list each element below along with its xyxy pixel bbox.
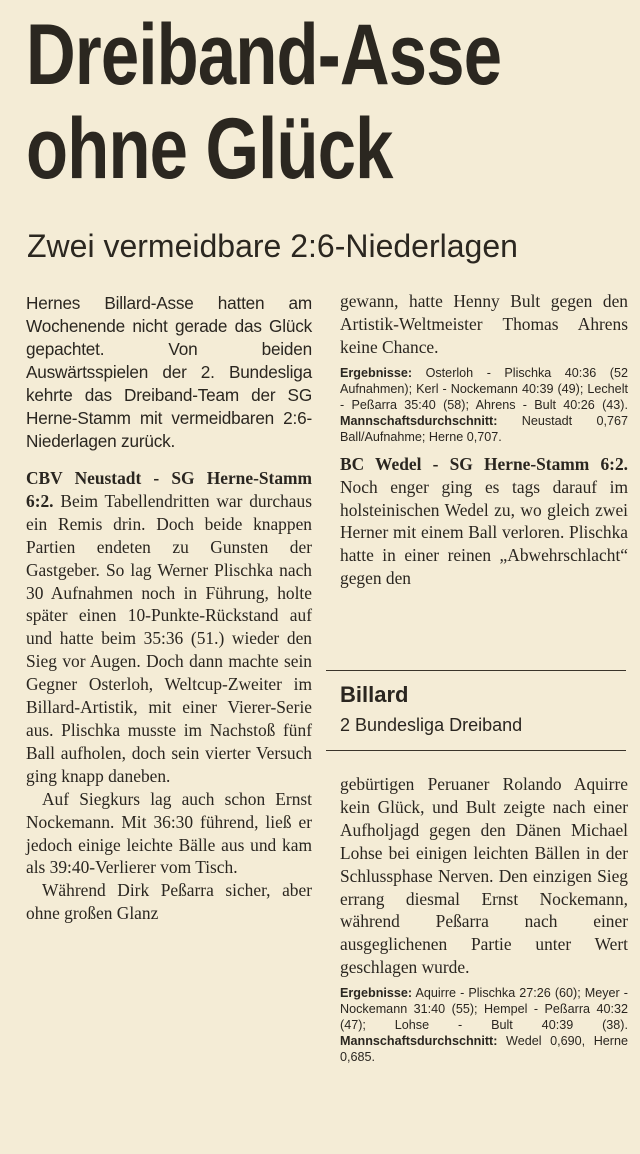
infobox-bottom-rule xyxy=(326,750,626,751)
average-2-text: Wedel 0,690, Herne 0,685. xyxy=(340,1034,628,1065)
results-2 xyxy=(340,985,628,1065)
subheadline: Zwei vermeidbare 2:6-Niederlagen xyxy=(27,228,518,264)
section-1-paragraph-3: Während Dirk Peßarra sicher, aber ohne großen Glanz xyxy=(26,880,312,924)
infobox-subtitle: 2 Bundesliga Dreiband xyxy=(340,715,523,735)
section-1-paragraph-3-continued: gewann, hatte Henny Bult gegen den Artistik-Weltmeister Thomas Ahrens keine Chance. xyxy=(340,291,628,357)
infobox-title: Billard xyxy=(340,682,409,707)
lead-paragraph: Hernes Billard-Asse hatten am Wochenende nicht gerade das Glück gepachtet. Von beiden Auswärtsspielen der 2. Bundesliga kehrte das Dreiband-Team der SG Herne-Stamm mit vermeidbaren 2:6-Niederlagen zurück. xyxy=(26,293,312,451)
results-2-label: Ergebnisse: xyxy=(340,986,413,1001)
average-1-text: Neustadt 0,767 Ball/Aufnahme; Herne 0,707. xyxy=(340,413,629,444)
section-1-text: Beim Tabellendritten war durchaus ein Remis drin. Doch beide knappen Partien endeten zu Gunsten der Gastgeber. So lag Werner Plischka nach 30 Aufnahmen noch in Führung, holte später einen 10-Punkte-Rückstand auf und hatte beim 35:36 (51.) wieder den Sieg vor Augen. Doch dann machte sein Gegner Osterloh, Weltcup-Zweiter im Billard-Artistik, mit einer Vierer-Serie aus. Plischka musste im Nachstoß fünf Ball aufholen, doch sein vierter Versuch ging knapp daneben. xyxy=(26,490,312,786)
right-column-bottom xyxy=(340,773,628,1073)
section-1-paragraph xyxy=(26,467,312,788)
results-2-text: Aquirre - Plischka 27:26 (60); Meyer - Nockemann 31:40 (55); Hempel - Peßarra 40:32 (47); Lohse - Bult 40:39 (38). xyxy=(340,986,628,1033)
results-1-label: Ergebnisse: xyxy=(340,365,413,380)
average-1-label: Mannschaftsdurchschnitt: xyxy=(340,413,498,428)
infobox-top-rule xyxy=(326,670,626,671)
headline-line-2: ohne Glück xyxy=(26,101,393,197)
results-1 xyxy=(340,365,628,445)
section-2-paragraph-continued: gebürtigen Peruaner Rolando Aquirre kein Glück, und Bult zeigte nach einer Aufholjagd gegen den Dänen Michael Lohse bei einigen leichten Bällen in der Schlussphase Nerven. Den einzigen Sieg errang diesmal Ernst Nockemann, während Peßarra nach einer ausgeglichenen Partie unter Wert geschlagen wurde. xyxy=(340,774,628,978)
headline xyxy=(26,8,506,196)
section-2-heading: BC Wedel - SG Herne-Stamm 6:2. xyxy=(340,453,628,474)
section-2-paragraph xyxy=(340,453,628,590)
section-1-heading: CBV Neustadt - SG Herne-Stamm 6:2. xyxy=(26,468,312,511)
left-column xyxy=(26,292,312,925)
section-2-text: Noch enger ging es tags darauf im holsteinischen Wedel zu, wo gleich zwei Herner mit einem Ball verloren. Plischka hatte in einer reinen „Abwehrschlacht“ gegen den xyxy=(340,476,628,589)
section-1-paragraph-2: Auf Siegkurs lag auch schon Ernst Nockemann. Mit 36:30 führend, ließ er jedoch einige leichte Bälle aus und kam als 39:40-Verlierer vom Tisch. xyxy=(26,788,312,878)
average-2-label: Mannschaftsdurchschnitt: xyxy=(340,1034,498,1049)
right-column-top xyxy=(340,290,628,590)
headline-line-1: Dreiband-Asse xyxy=(26,7,502,103)
results-1-text: Osterloh - Plischka 40:36 (52 Aufnahmen); Kerl - Nockemann 40:39 (49); Lechelt - Peßarra 35:40 (58); Ahrens - Bult 40:26 (43). xyxy=(340,365,628,412)
